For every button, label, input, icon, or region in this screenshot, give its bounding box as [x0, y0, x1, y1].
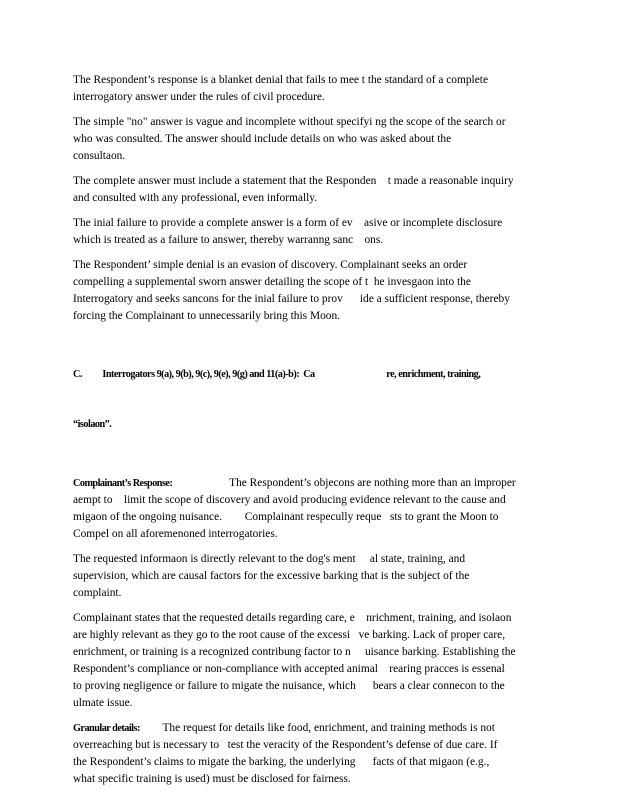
paragraph-1: The Respondent’s response is a blanket denial that fails to mee t the standard of a complete interrogatory answer under the rules of civil procedure. [73, 74, 489, 103]
granular-details-text: The request for details like food, enrichment, and training methods is not overreaching but is necessary to test the veracity of the Respondent’s defense of due care. If the Respondent’s claims to migate the barking, the underlying facts of that migaon (e.g., what specific training is used) must be disclosed for fairness. [73, 722, 498, 785]
document-page [73, 72, 545, 796]
granular-details-lead: Granular details: [73, 723, 140, 734]
paragraph-6: The requested informaon is directly relevant to the dog's ment al state, training, and supervision, which are causal factors for the excessive barking that is the subject of the complaint. [73, 553, 470, 599]
paragraph-5: The Respondent’ simple denial is an evasion of discovery. Complainant seeks an order compelling a supplemental sworn answer detailing the scope of t he invesgaon into the Interrogatory and seeks sancons for the inial failure to prov ide a sufficient response, thereby forcing the Complainant to unnecessarily bring this Moon. [73, 259, 510, 322]
paragraph-3: The complete answer must include a statement that the Responden t made a reasonable inquiry and consulted with any professional, even informally. [73, 175, 514, 204]
complainant-response-lead: Complainant’s Response: [73, 478, 173, 489]
section-c-heading [73, 333, 545, 467]
granular-details [73, 720, 545, 788]
section-c-line-2: “isolaon”. [73, 419, 112, 430]
paragraph-4: The inial failure to provide a complete answer is a form of ev asive or incomplete disclosure which is treated as a failure to answer, thereby warranng sanc ons. [73, 217, 503, 246]
section-c-line-1: C. Interrogators 9(a), 9(b), 9(c), 9(e), 9(g) and 11(a)-b): Ca re, enrichment, training, [73, 369, 481, 380]
paragraph-7: Complainant states that the requested details regarding care, e nrichment, training, and isolaon are highly relevant as they go to the root cause of the excessi ve barking. Lack of proper care, enrichment, or training is a recognized contribung factor to n uisance barking. Establishing the Respondent’s compliance or non-compliance with accepted animal rearing pracces is essenal to proving negligence or failure to migate the nuisance, which bears a clear connecon to the ulmate issue. [73, 612, 516, 709]
complainant-response-text: The Respondent’s objecons are nothing more than an improper aempt to limit the scope of discovery and avoid producing evidence relevant to the cause and migaon of the ongoing nuisance. Complainant respecully reque sts to grant the Moon to Compel on all aforemenoned interrogatories. [73, 477, 516, 540]
complainant-response [73, 475, 545, 543]
paragraph-2: The simple "no" answer is vague and incomplete without specifyi ng the scope of the search or who was consulted. The answer should include details on who was asked about the consultaon. [73, 116, 506, 162]
